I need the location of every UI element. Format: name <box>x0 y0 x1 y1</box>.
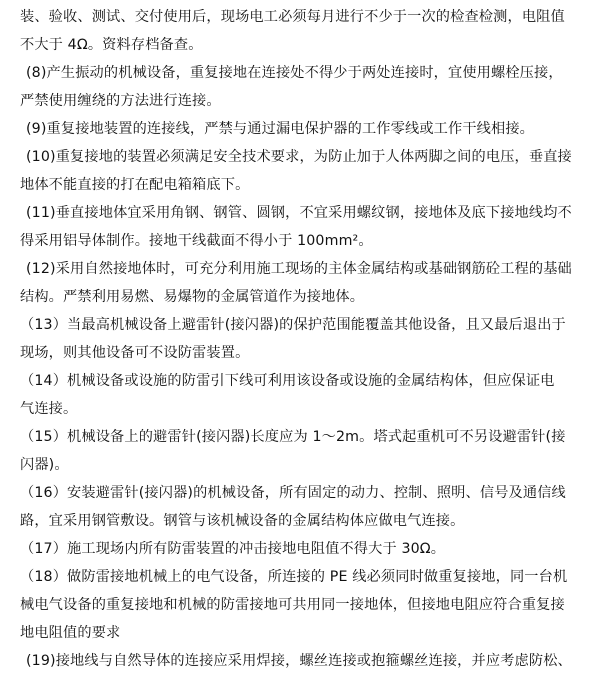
text-line: 装、验收、测试、交付使用后，现场电工必须每月进行不少于一次的检查检测，电阻值 <box>20 9 565 25</box>
text-line: 不大于 4Ω。资料存档备查。 <box>20 37 203 53</box>
text-line: 现场，则其他设备可不设防雷装置。 <box>20 345 250 361</box>
text-line: (11)垂直接地体宜采用角钢、钢管、圆钢，不宜采用螺纹钢，接地体及底下接地线均不 <box>26 205 572 221</box>
text-line: （14）机械设备或设施的防雷引下线可利用该设备或设施的金属结构体，但应保证电 <box>20 373 555 389</box>
text-line: (8)产生振动的机械设备，重复接地在连接处不得少于两处连接时，宜使用螺栓压接， <box>26 65 563 81</box>
text-line: 得采用铝导体制作。接地干线截面不得小于 100mm²。 <box>20 233 373 249</box>
text-line: 气连接。 <box>20 401 78 417</box>
text-line: （16）安装避雷针(接闪器)的机械设备，所有固定的动力、控制、照明、信号及通信线 <box>20 485 566 501</box>
text-line: （17）施工现场内所有防雷装置的冲击接地电阻值不得大于 30Ω。 <box>20 541 446 557</box>
text-line: (19)接地线与自然导体的连接应采用焊接，螺丝连接或抱箍螺丝连接，并应考虑防松、 <box>26 653 572 669</box>
text-line: 械电气设备的重复接地和机械的防雷接地可共用同一接地体，但接地电阻应符合重复接 <box>20 597 565 613</box>
text-line: 地体不能直接的打在配电箱箱底下。 <box>20 177 250 193</box>
text-line: (9)重复接地装置的连接线，严禁与通过漏电保护器的工作零线或工作干线相接。 <box>26 121 535 137</box>
text-line: （18）做防雷接地机械上的电气设备，所连接的 PE 线必须同时做重复接地，同一台机 <box>20 569 568 585</box>
text-line: (12)采用自然接地体时，可充分利用施工现场的主体金属结构或基础钢筋砼工程的基础 <box>26 261 572 277</box>
text-line: 地电阻值的要求 <box>20 625 121 641</box>
text-line: (10)重复接地的装置必须满足安全技术要求，为防止加于人体两脚之间的电压，垂直接 <box>26 149 572 165</box>
text-line: 结构。严禁利用易燃、易爆物的金属管道作为接地体。 <box>20 289 365 305</box>
text-line: （13）当最高机械设备上避雷针(接闪器)的保护范围能覆盖其他设备，且又最后退出于 <box>20 317 566 333</box>
text-line: 严禁使用缠绕的方法进行连接。 <box>20 93 221 109</box>
text-line: （15）机械设备上的避雷针(接闪器)长度应为 1～2m。塔式起重机可不另设避雷针(接 <box>20 429 566 445</box>
text-line: 路，宜采用钢管敷设。钢管与该机械设备的金属结构体应做电气连接。 <box>20 513 465 529</box>
text-line: 闪器)。 <box>20 457 69 473</box>
